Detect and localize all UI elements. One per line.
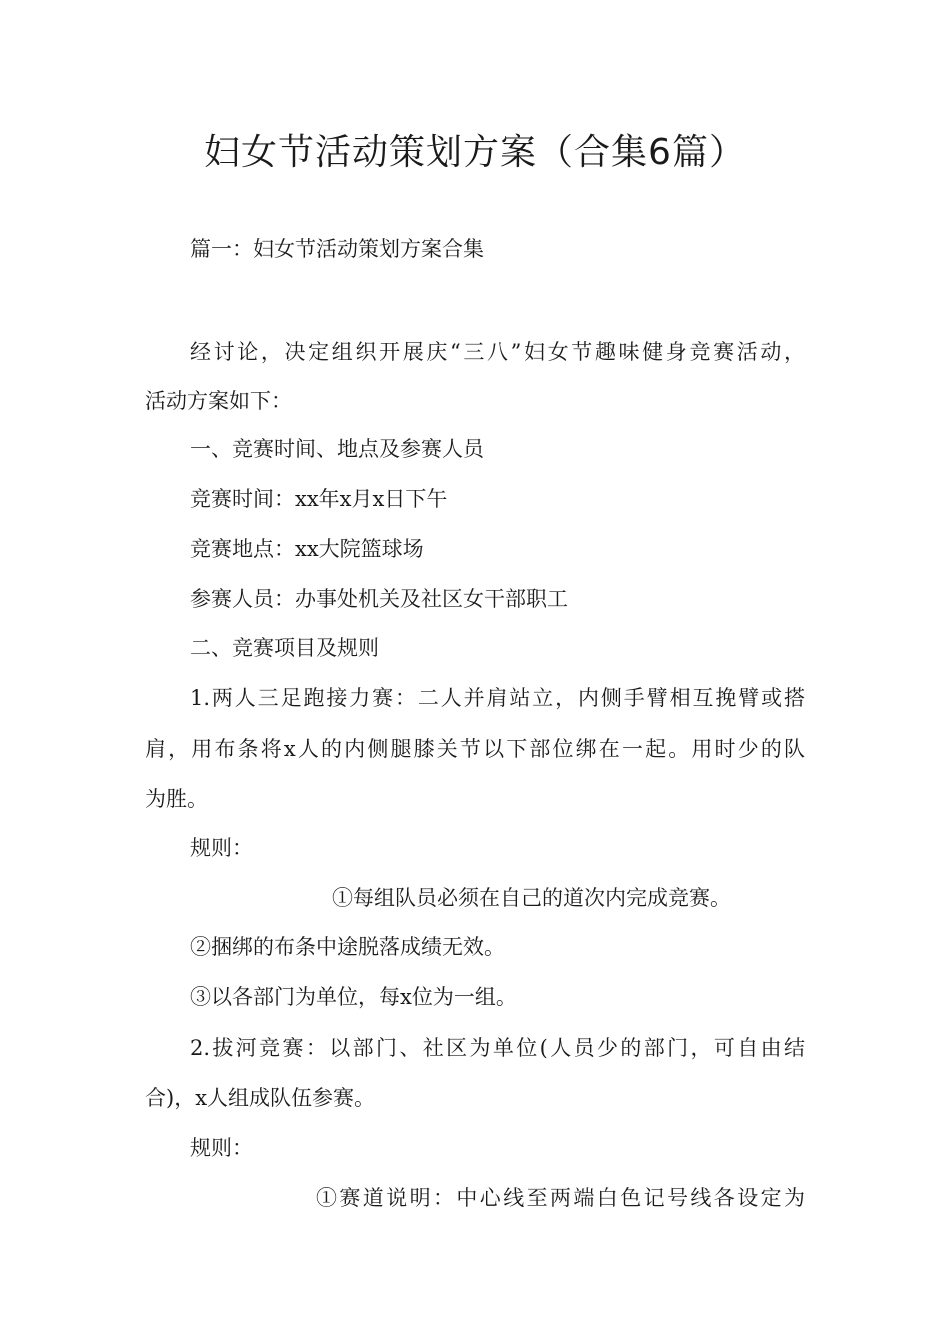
paragraph-line: 合)，x人组成队伍参赛。 bbox=[145, 1086, 376, 1110]
paragraph-line: 2.拔河竞赛：以部门、社区为单位(人员少的部门，可自由结 bbox=[190, 1036, 805, 1060]
paragraph-line: 竞赛时间：xx年x月x日下午 bbox=[190, 487, 448, 511]
paragraph-line: 经讨论，决定组织开展庆“三八”妇女节趣味健身竞赛活动， bbox=[190, 340, 805, 364]
paragraph-line: 竞赛地点：xx大院篮球场 bbox=[190, 537, 424, 561]
rule-item: ①赛道说明：中心线至两端白色记号线各设定为 bbox=[316, 1186, 805, 1210]
paragraph-line: 活动方案如下： bbox=[145, 389, 292, 413]
paragraph-line: 参赛人员：办事处机关及社区女干部职工 bbox=[190, 587, 568, 611]
section-heading: 篇一：妇女节活动策划方案合集 bbox=[190, 237, 484, 261]
section-heading: 一、竞赛时间、地点及参赛人员 bbox=[190, 437, 484, 461]
rule-item: ①每组队员必须在自己的道次内完成竞赛。 bbox=[332, 886, 731, 910]
rule-item: ③以各部门为单位，每x位为一组。 bbox=[190, 985, 517, 1009]
rule-item: ②捆绑的布条中途脱落成绩无效。 bbox=[190, 935, 505, 959]
paragraph-line: 为胜。 bbox=[145, 787, 208, 811]
section-heading: 二、竞赛项目及规则 bbox=[190, 636, 379, 660]
document-title: 妇女节活动策划方案（合集6篇） bbox=[204, 132, 746, 173]
paragraph-line: 肩，用布条将x人的内侧腿膝关节以下部位绑在一起。用时少的队 bbox=[145, 737, 805, 761]
paragraph-line: 1.两人三足跑接力赛：二人并肩站立，内侧手臂相互挽臂或搭 bbox=[190, 686, 805, 710]
rules-label: 规则： bbox=[190, 836, 253, 860]
rules-label: 规则： bbox=[190, 1136, 253, 1160]
